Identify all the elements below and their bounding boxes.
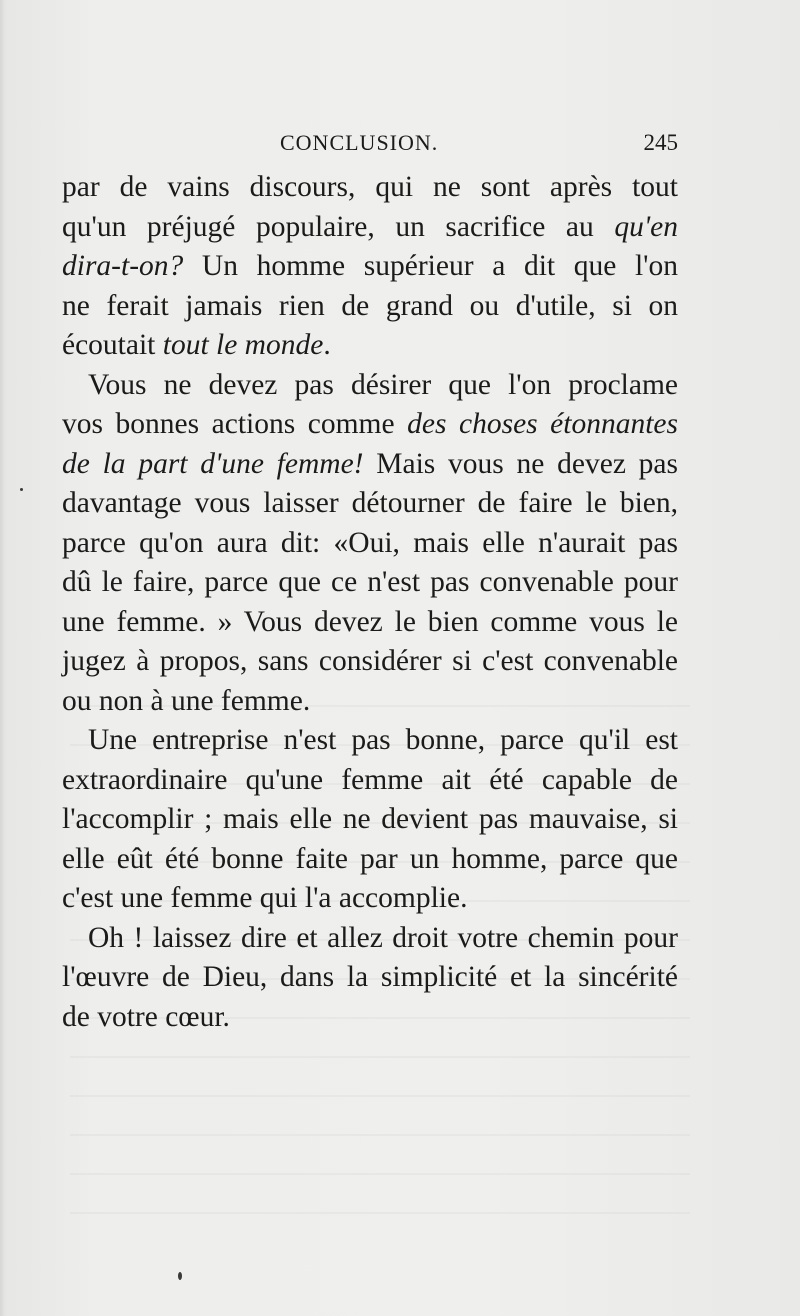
- text-run: Un homme supérieur a dit que l'on: [183, 250, 678, 282]
- page-header: [62, 130, 678, 160]
- page-number: 245: [643, 130, 678, 155]
- text-line: [62, 879, 678, 919]
- text-run: Mais vous ne devez pas: [363, 447, 678, 480]
- text-run: par de vains discours, qui ne sont après tout: [62, 171, 678, 203]
- italic-text: tout le monde: [162, 329, 324, 361]
- text-line: [62, 958, 678, 998]
- text-run: de votre cœur.: [62, 1000, 230, 1033]
- italic-text: qu'en: [614, 210, 678, 243]
- text-line: [62, 445, 678, 485]
- text-run: .: [323, 329, 331, 361]
- text-line: [62, 682, 678, 722]
- text-run: davantage vous laisser détourner de faire le bien,: [62, 487, 678, 519]
- text-line: [62, 484, 678, 524]
- text-line: [62, 761, 678, 801]
- text-line: [62, 800, 678, 840]
- paragraph: [62, 168, 678, 366]
- running-title: CONCLUSION.: [280, 130, 439, 155]
- paragraph: [62, 366, 678, 722]
- text-run: qu'un préjugé populaire, un sacrifice au: [62, 210, 615, 243]
- text-line: [62, 642, 678, 682]
- italic-text: des choses étonnantes: [407, 408, 678, 440]
- body-text: [62, 168, 678, 1037]
- text-run: ne ferait jamais rien de grand ou d'utile, si on: [62, 289, 678, 322]
- text-line: [62, 326, 678, 366]
- text-run: Une entreprise n'est pas bonne, parce qu'il est: [88, 724, 678, 756]
- text-line: [62, 563, 678, 603]
- text-line: [62, 247, 678, 287]
- page-edge-shadow: [0, 0, 6, 1316]
- text-line: [62, 405, 678, 445]
- text-run: extraordinaire qu'une femme ait été capable de: [62, 763, 678, 796]
- text-run: l'accomplir ; mais elle ne devient pas mauvaise, si: [62, 803, 678, 835]
- text-line: [62, 287, 678, 327]
- text-line: [62, 998, 678, 1038]
- ink-speck: [20, 488, 23, 491]
- text-run: c'est une femme qui l'a accomplie.: [62, 882, 468, 914]
- text-run: vos bonnes actions comme: [62, 408, 408, 440]
- text-run: elle eût été bonne faite par un homme, parce que: [62, 842, 678, 875]
- text-run: jugez à propos, sans considérer si c'est convenable: [62, 645, 678, 677]
- text-run: l'œuvre de Dieu, dans la simplicité et la sincérité: [62, 961, 678, 993]
- text-line: [62, 366, 678, 406]
- paragraph: [62, 721, 678, 919]
- text-line: [62, 721, 678, 761]
- text-line: [62, 603, 678, 643]
- text-line: [62, 524, 678, 564]
- text-line: [62, 208, 678, 248]
- text-line: [62, 840, 678, 880]
- text-line: [62, 168, 678, 208]
- text-run: une femme. » Vous devez le bien comme vous le: [62, 605, 678, 638]
- italic-text: dira-t-on?: [62, 250, 184, 282]
- text-line: [62, 919, 678, 959]
- ink-speck: [178, 1272, 182, 1280]
- text-run: parce qu'on aura dit: «Oui, mais elle n'aurait pas: [62, 526, 678, 559]
- paragraph: [62, 919, 678, 1038]
- text-run: ou non à une femme.: [62, 684, 311, 717]
- text-run: dû le faire, parce que ce n'est pas convenable pour: [62, 566, 678, 598]
- text-run: Oh ! laissez dire et allez droit votre chemin pour: [88, 921, 678, 954]
- italic-text: de la part d'une femme!: [62, 447, 364, 480]
- text-run: écoutait: [62, 329, 163, 361]
- text-run: Vous ne devez pas désirer que l'on proclame: [88, 368, 678, 401]
